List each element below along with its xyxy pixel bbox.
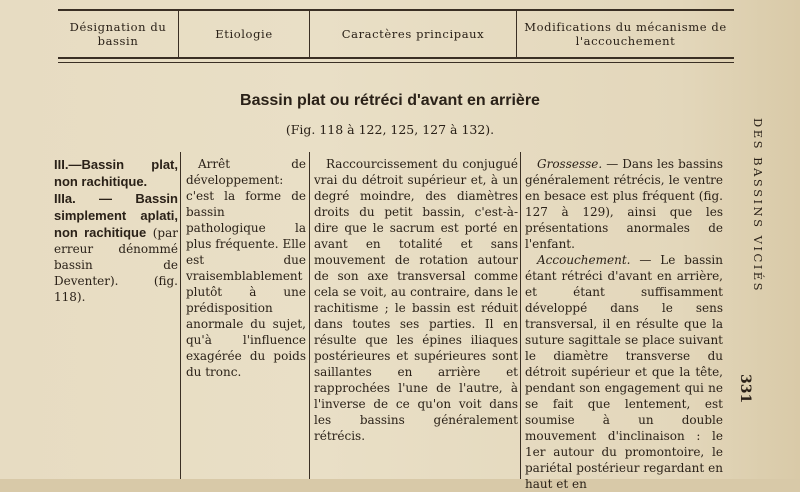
page-number: 331 [737, 374, 753, 404]
accouchement-label: Accouchement. [537, 253, 631, 267]
header-bottom-rule-thin [58, 62, 734, 63]
column-caracteres [314, 156, 518, 444]
header-caracteres: Caractères principaux [341, 27, 485, 41]
header-bottom-rule [58, 57, 734, 59]
grossesse-label: Grossesse. [537, 157, 603, 171]
accouchement-text: — Le bassin étant rétréci d'avant en arrière, et étant suffisamment développé dans le sens transversal, il en résulte que la suture sagittale se place suivant le diamètre transverse du détroit supérieur et que la tête, pendant son engagement qui ne se fait que lentement, est soumise à un double mouvement d'inclinaison : le 1er autour du promontoire, le pariétal postérieur regardant en haut et en [525, 253, 723, 491]
column-modifications [525, 156, 723, 492]
pelvis-subtype-heading: IIIa. — Bassin simplement aplati, non rachitique [54, 191, 178, 240]
column-etiologie [186, 156, 306, 380]
column-separator [180, 152, 181, 479]
header-etiologie: Etiologie [215, 27, 273, 41]
section-subtitle: (Fig. 118 à 122, 125, 127 à 132). [285, 122, 495, 137]
header-designation: Désignation du bassin [69, 20, 167, 48]
etiologie-text: Arrêt de développement: c'est la forme de bassin pathologique la plus fréquente. Elle est due vraisemblablement plutôt à une prédisposition anormale du sujet, qu'à l'influence exagérée du poids du tronc. [186, 157, 306, 379]
column-separator [309, 152, 310, 479]
designation-note: (par erreur dénommé bassin de Deventer). (fig. 118). [54, 226, 178, 304]
pelvis-type-heading: III.—Bassin plat, non rachitique. [54, 157, 178, 189]
header-top-rule [58, 9, 734, 11]
header-modifications: Modifications du mécanisme de l'accouchement [524, 20, 727, 48]
running-header: DES BASSINS VICIÉS [751, 118, 765, 294]
column-designation [54, 156, 178, 305]
grossesse-text: — Dans les bassins généralement rétrécis, le ventre en besace est plus fréquent (fig. 127 à 129), ainsi que les présentations anormales de l'enfant. [525, 157, 723, 251]
caracteres-text: Raccourcissement du conjugué vrai du détroit supérieur et, à un degré moindre, des diamètres droits du petit bassin, c'est-à-dire que le sacrum est porté en avant en totalité et sans mouvement de rotation autour de son axe transversal comme cela se voit, au contraire, dans le rachitisme ; le bassin est réduit dans toutes ses parties. Il en résulte que les épines iliaques postérieures et supérieures sont saillantes en arrière et rapprochées l'une de l'autre, à l'inverse de ce qu'on voit dans les bassins généralement rétrécis. [314, 157, 518, 443]
column-separator [520, 152, 521, 479]
section-title: Bassin plat ou rétréci d'avant en arrière [240, 92, 540, 109]
